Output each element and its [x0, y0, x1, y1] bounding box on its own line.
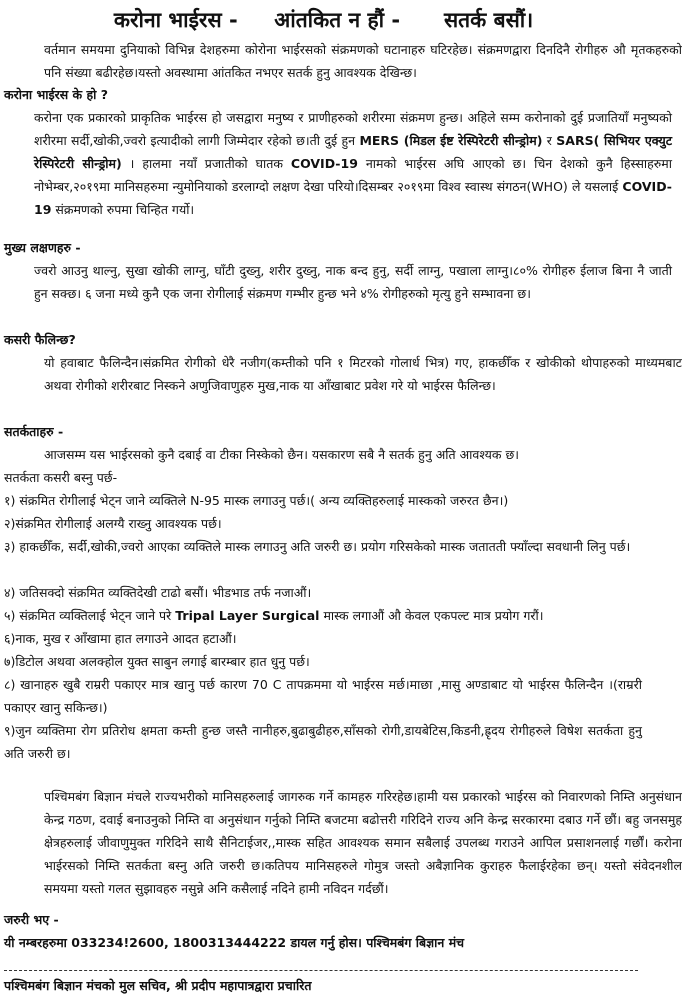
caution-item-7: ७)डिटोल अथवा अलक्होल युक्त साबुन लगाई बारम्बार हात धुनु पर्छ। [4, 654, 310, 669]
heading-what-is-corona: करोना भाईरस के हो ? [4, 87, 108, 102]
what-text-a: करोना एक प्रकारको प्राकृतिक भाईरस हो जसद्वारा मनुष्य र प्राणीहरुको शरीरमा संक्रमण हुन्छ। अहिले सम्म करोनाको दुई प्रजातियाँ मनुष्यको शरीरमा सर्दी,खोकी,ज्वरो इत्यादीको लागी जिम्मेदार रहेको छ।ती दुई हुन [34, 110, 672, 148]
caution-how: सतर्कता कसरी बस्नु पर्छ- [4, 470, 118, 485]
caution-item-6: ६)नाक, मुख र आँखामा हात लगाउने आदत हटाऔं। [4, 631, 237, 646]
item5-mask-type: Tripal Layer Surgical [175, 608, 320, 623]
sars-label: SARS( सिभियर एक्युट रेस्पिरेटरी सीन्ड्रोम) [34, 133, 673, 171]
footer-divider [4, 970, 638, 971]
page-title: करोना भाईरस - आंतकित न हौं - सतर्क बसौं। [113, 8, 534, 32]
heading-symptoms: मुख्य लक्षणहरु - [4, 240, 81, 255]
what-text-c: । हालमा नयाँ प्रजातीको घातक [129, 156, 283, 171]
what-text-b: र [546, 133, 552, 148]
caution-item-8: ८) खानाहरु खुबै राम्ररी पकाएर मात्र खानु पर्छ कारण 70 C तापक्रममा यो भाईरस मर्छ।माछा ,मासु अण्डाबाट यो भाईरस फैलिन्दैन ।(राम्ररी पकाएर खानु सकिन्छ।) [4, 677, 642, 715]
heading-cautions: सतर्कताहरु - [4, 424, 64, 439]
mers-label: MERS (मिडल ईष्ट रेस्पिरेटरी सीन्ड्रोम) [359, 133, 543, 148]
covid-label-2: COVID-19 [34, 179, 672, 217]
covid-label: COVID-19 [290, 156, 358, 171]
caution-item-9: ९)जुन व्यक्तिमा रोग प्रतिरोध क्षमता कम्ती हुन्छ जस्तै नानीहरु,बुढाबुढीहरु,साँसको रोगी,डायबेटिस,किडनी,ह्रृदय रोगीहरुले विषेश सतर्कता हुनु अति जरुरी छ। [4, 723, 642, 761]
caution-item-3: ३) हाकछीँक, सर्दी,खोकी,ज्वरो आएका व्यक्तिले मास्क लगाउनु अति जरुरी छ। प्रयोग गरिसकेको मास्क जतातती फ्याँल्दा सवधानी लिनु पर्छ। [4, 539, 631, 554]
caution-item-4: ४) जतिसक्दो संक्रमित व्यक्तिदेखी टाढो बसौं। भीडभाड तर्फ नजाऔं। [4, 585, 312, 600]
spread-paragraph: यो हवाबाट फैलिन्दैन।संक्रमित रोगीको धेरै नजीग(कम्तीको पनि १ मिटरको गोलार्ध भित्र) गए, हाकछीँक र खोकीको थोपाहरुको माध्यमबाट अथवा रोगीको शरीरबाट निस्कने अणुजिवाणुहरु मुख,नाक या आँखाबाट प्रवेश गरे यो भाईरस फैलिन्छ। [44, 355, 682, 393]
symptoms-paragraph: ज्वरो आउनु थाल्नु, सुखा खोकी लाग्नु, घाँटी दुख्नु, शरीर दुख्नु, नाक बन्द हुनु, सर्दी लाग्नु, पखाला लाग्नु।८०% रोगीहरु ईलाज बिना नै जाती हुन सक्छ। ६ जना मध्ये कुनै एक जना रोगीलाई संक्रमण गम्भीर हुन्छ भने ४% रोगीहरुको मृत्यु हुने सम्भावना छ। [34, 263, 672, 301]
item5-text-a: ५) संक्रमित व्यक्तिलाई भेट्न जाने परे [4, 608, 172, 623]
intro-paragraph: वर्तमान समयमा दुनियाको विभिन्न देशहरुमा कोरोना भाईरसको संक्रमणको घटानाहरु घटिरहेछ। संक्रमणद्वारा दिनदिनै रोगीहरु औ मृतकहरुको पनि संख्या बढीरहेछ।यस्तो अवस्थामा आंतकित नभएर सतर्क हुनु आवश्यक देखिन्छ। [44, 42, 682, 80]
caution-item-5 [4, 604, 642, 627]
what-text-d: नामको भाईरस अघि आएको छ। चिन देशको कुनै हिस्साहरुमा नोभेम्बर,२०१९मा मानिसहरुमा न्युमोनियाको डरलाग्दो लक्षण देखा परियो।दिसम्बर २०१९मा विश्व स्वास्थ संगठन(WHO) ले यसलाई [34, 156, 672, 194]
what-text-e: संक्रमणको रुपमा चिन्हित गर्यो। [55, 202, 195, 217]
what-is-corona-paragraph [4, 106, 672, 221]
heading-urgent: जरुरी भए - [4, 912, 59, 927]
heading-how-spreads: कसरी फैलिन्छ? [4, 332, 76, 347]
item5-text-c: मास्क लगाऔं औ केवल एकपल्ट मात्र प्रयोग गरौं। [323, 608, 544, 623]
urgent-contact: यी नम्बरहरुमा 033234!2600, 1800313444222 डायल गर्नु होस। पश्चिमबंग बिज्ञान मंच [4, 935, 465, 950]
closing-paragraph: पश्चिमबंग बिज्ञान मंचले राज्यभरीको मानिसहरुलाई जागरुक गर्ने कामहरु गरिरहेछ।हामी यस प्रकारको भाईरस को निवारणको निम्ति अनुसंधान केन्द्र गठण, दवाई बनाउनुको निम्ति वा अनुसंधान गर्नुको निम्ति बजटमा बढोत्तरी गरिदिने राज्य अनि केन्द्र सरकारमा दबाउ गर्ने छौं। बहु जनसमुह क्षेत्रहरुलाई जीवाणुमुक्त गरिदिने साथै सैनिटाईजर,,मास्क सहित आवश्यक समान सबैलाई उपलब्ध गराउने आपिल प्रसाशनलाई गर्छौं। करोना भाईरसको निम्ति सतर्कता बस्नु अति जरुरी छ।कतिपय मानिसहरुले गोमुत्र जस्तो अबैज्ञानिक कुराहरु फैलाईरहेका छन्। यस्तो संवेदनशील समयमा यस्तो गलत सुझावहरु नसुन्ने अनि कसैलाई नदिने हामी नविदन गर्दछौं। [44, 789, 682, 896]
footer-credit: पश्चिमबंग बिज्ञान मंचको मुल सचिव, श्री प्रदीप महापात्रद्वारा प्रचारित [4, 978, 312, 993]
caution-intro: आजसम्म यस भाईरसको कुनै दबाई वा टीका निस्केको छैन। यसकारण सबै नै सतर्क हुनु अति आवश्यक छ। [44, 447, 519, 462]
caution-item-1: १) संक्रमित रोगीलाई भेट्न जाने व्यक्तिले N-95 मास्क लगाउनु पर्छ।( अन्य व्यक्तिहरुलाई मास्कको जरुरत छैन।) [4, 493, 509, 508]
caution-item-2: २)संक्रमित रोगीलाई अलग्यै राख्नु आवश्यक पर्छ। [4, 516, 222, 531]
